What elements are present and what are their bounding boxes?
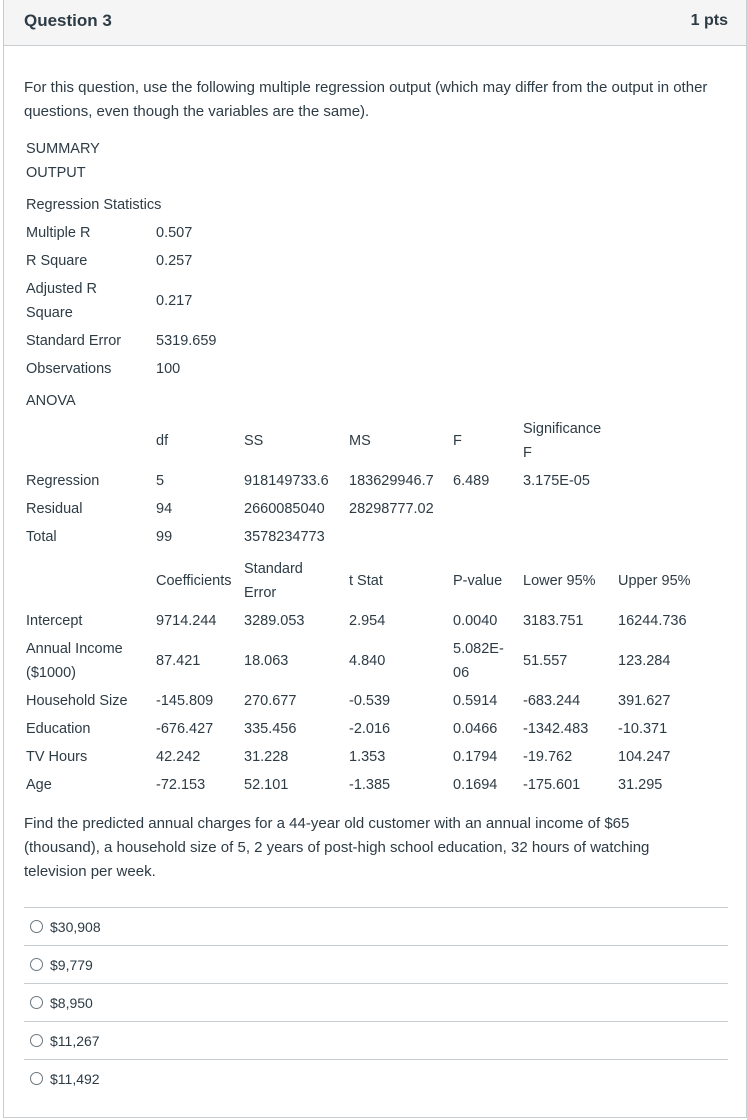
anova-residual-label: Residual (26, 501, 83, 517)
education-se: 335.456 (244, 721, 297, 737)
household-lower: -683.244 (523, 693, 581, 709)
anova-residual-ss: 2660085040 (244, 501, 325, 517)
multiple-r-value: 0.507 (156, 225, 193, 241)
household-coef: -145.809 (156, 693, 214, 709)
intercept-upper: 16244.736 (618, 613, 687, 629)
tv-hours-p: 0.1794 (453, 749, 498, 765)
anova-regression-f: 6.489 (453, 473, 490, 489)
anova-regression-significance: 3.175E-05 (523, 473, 590, 489)
summary-label-line2: OUTPUT (26, 165, 86, 181)
tv-hours-t: 1.353 (349, 749, 386, 765)
adjusted-r-value: 0.217 (156, 293, 193, 309)
age-upper: 31.295 (618, 777, 663, 793)
intercept-label: Intercept (26, 613, 83, 629)
radio-button[interactable] (30, 920, 43, 933)
coef-col-standard-error-line1: Standard (244, 561, 303, 577)
coef-col-upper-95: Upper 95% (618, 573, 691, 589)
anova-heading: ANOVA (26, 393, 76, 409)
tv-hours-lower: -19.762 (523, 749, 573, 765)
age-coef: -72.153 (156, 777, 206, 793)
anova-col-f: F (453, 433, 462, 449)
household-t: -0.539 (349, 693, 391, 709)
anova-regression-df: 5 (156, 473, 165, 489)
summary-label-line1: SUMMARY (26, 141, 100, 157)
anova-total-ss: 3578234773 (244, 529, 325, 545)
answer-label: $30,908 (50, 918, 101, 935)
answer-label: $9,779 (50, 956, 93, 973)
education-t: -2.016 (349, 721, 391, 737)
anova-col-ss: SS (244, 433, 264, 449)
household-se: 270.677 (244, 693, 297, 709)
answer-label: $11,267 (50, 1032, 100, 1049)
anova-regression-label: Regression (26, 473, 100, 489)
income-p-line2: 06 (453, 665, 470, 681)
household-upper: 391.627 (618, 693, 671, 709)
observations-value: 100 (156, 361, 181, 377)
answer-option[interactable] (24, 945, 728, 983)
tv-hours-label: TV Hours (26, 749, 88, 765)
observations-label: Observations (26, 361, 112, 377)
intercept-se: 3289.053 (244, 613, 305, 629)
education-label: Education (26, 721, 91, 737)
anova-regression-ss: 918149733.6 (244, 473, 329, 489)
intercept-lower: 3183.751 (523, 613, 584, 629)
coef-col-standard-error-line2: Error (244, 585, 277, 601)
radio-button[interactable] (30, 996, 43, 1009)
age-p: 0.1694 (453, 777, 498, 793)
education-coef: -676.427 (156, 721, 214, 737)
intercept-t: 2.954 (349, 613, 386, 629)
anova-col-significance-line2: F (523, 445, 532, 461)
adjusted-r-label-line1: Adjusted R (26, 281, 97, 297)
tv-hours-se: 31.228 (244, 749, 289, 765)
education-lower: -1342.483 (523, 721, 589, 737)
question-title: Question 3 (24, 11, 112, 30)
coef-col-p-value: P-value (453, 573, 503, 589)
income-label-line2: ($1000) (26, 665, 76, 681)
education-upper: -10.371 (618, 721, 668, 737)
tv-hours-coef: 42.242 (156, 749, 201, 765)
anova-col-ms: MS (349, 433, 371, 449)
anova-residual-df: 94 (156, 501, 173, 517)
answer-option[interactable] (24, 1059, 728, 1097)
answer-label: $8,950 (50, 994, 93, 1011)
answer-option[interactable] (24, 983, 728, 1021)
income-lower: 51.557 (523, 653, 568, 669)
coef-col-lower-95: Lower 95% (523, 573, 596, 589)
multiple-r-label: Multiple R (26, 225, 91, 241)
anova-total-label: Total (26, 529, 57, 545)
anova-col-df: df (156, 433, 169, 449)
anova-total-df: 99 (156, 529, 173, 545)
standard-error-label: Standard Error (26, 333, 122, 349)
income-se: 18.063 (244, 653, 289, 669)
income-coef: 87.421 (156, 653, 201, 669)
anova-regression-ms: 183629946.7 (349, 473, 434, 489)
tv-hours-upper: 104.247 (618, 749, 671, 765)
r-square-label: R Square (26, 253, 88, 269)
answer-list (24, 907, 728, 1097)
household-p: 0.5914 (453, 693, 498, 709)
question-prompt: Find the predicted annual charges for a 44-year old customer with an annual income of $65 (thousand), a household size of 5, 2 years of post-high school education, 32 hours of watching television per week. (24, 815, 650, 880)
intercept-p: 0.0040 (453, 613, 498, 629)
adjusted-r-label-line2: Square (26, 305, 73, 321)
household-label: Household Size (26, 693, 128, 709)
answer-option[interactable] (24, 907, 728, 945)
question-header (4, 0, 746, 46)
intercept-coef: 9714.244 (156, 613, 217, 629)
age-t: -1.385 (349, 777, 391, 793)
r-square-value: 0.257 (156, 253, 193, 269)
radio-button[interactable] (30, 958, 43, 971)
income-p-line1: 5.082E- (453, 641, 504, 657)
radio-button[interactable] (30, 1072, 43, 1085)
regression-statistics-heading: Regression Statistics (26, 197, 162, 213)
coef-col-coefficients: Coefficients (156, 573, 232, 589)
question-points: 1 pts (690, 12, 728, 29)
age-lower: -175.601 (523, 777, 581, 793)
anova-residual-ms: 28298777.02 (349, 501, 434, 517)
age-label: Age (26, 777, 52, 793)
education-p: 0.0466 (453, 721, 498, 737)
answer-option[interactable] (24, 1021, 728, 1059)
standard-error-value: 5319.659 (156, 333, 217, 349)
age-se: 52.101 (244, 777, 289, 793)
anova-col-significance-line1: Significance (523, 421, 602, 437)
question-card (3, 0, 747, 1118)
income-upper: 123.284 (618, 653, 671, 669)
question-intro: For this question, use the following multiple regression output (which may differ from the output in other questions, even though the variables are the same). (24, 79, 708, 120)
coef-col-t-stat: t Stat (349, 573, 383, 589)
radio-button[interactable] (30, 1034, 43, 1047)
answer-label: $11,492 (50, 1070, 100, 1087)
income-t: 4.840 (349, 653, 386, 669)
income-label-line1: Annual Income (26, 641, 123, 657)
